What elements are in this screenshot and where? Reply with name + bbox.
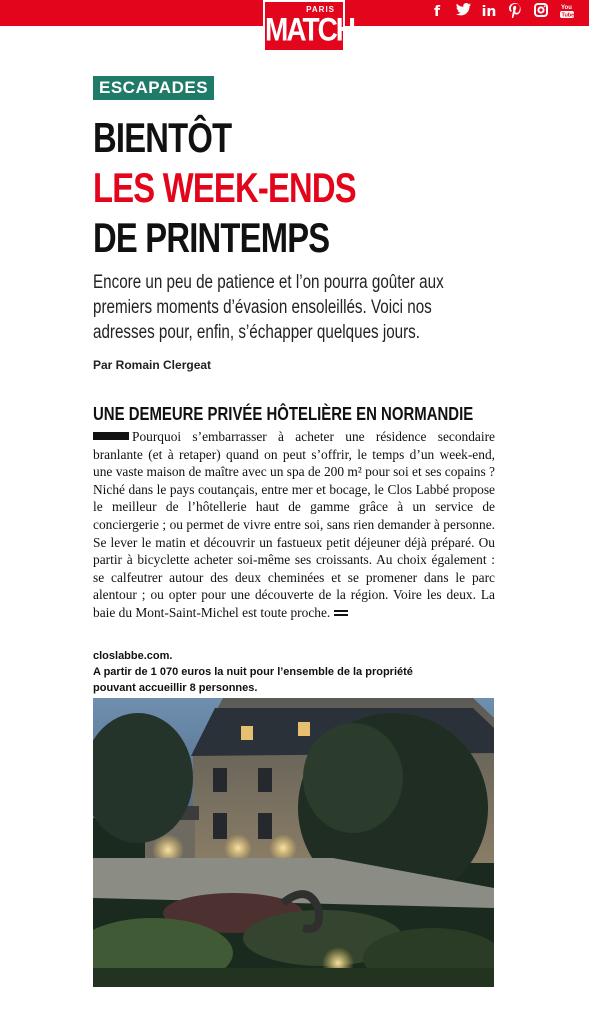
facebook-icon[interactable]: f	[433, 4, 441, 20]
body-text: Pourquoi s’embarrasser à acheter une résidence secondaire branlante (et à retaper) quand on peut s’offrir, le temps d’un week-end, une vaste maison de maître avec un spa de 200 m² pour soi et ses copains ? Niché dans le pays coutançais, entre mer et bocage, le Clos Labbé propose le meilleur de l’hôtellerie haut de gamme grâce à un service de conciergerie ; ou permet de vivre entre soi, sans rien demander à personne. Se lever le matin et découvrir un fastueux petit déjeuner déjà préparé. Ou partir à bicyclette acheter soi-même ses croissants. Au choix également : se calfeutrer autour des deux cheminées et se promener dans le parc alentour ; ou opter pour une découverte de la région. Voire les deux. La baie du Mont-Saint-Michel est toute proche.	[93, 429, 495, 620]
manor-house-night-photo	[93, 698, 494, 987]
paragraph-start-mark	[93, 432, 129, 440]
article-body	[93, 428, 495, 622]
info-website: closlabbe.com.	[93, 650, 173, 662]
logo-paris-text: PARIS	[306, 5, 335, 14]
lead-paragraph: Encore un peu de patience et l’on pourra goûter aux premiers moments d’évasion ensoleillés. Voici nos adresses pour, enfin, s’échapper quelques jours.	[93, 272, 444, 343]
article-subhead: UNE DEMEURE PRIVÉE HÔTELIÈRE EN NORMANDIE	[93, 404, 474, 424]
info-capacity: pouvant accueillir 8 personnes.	[93, 682, 258, 694]
section-tag: ESCAPADES	[93, 76, 214, 100]
headline-line-3: DE PRINTEMPS	[93, 214, 330, 261]
instagram-icon[interactable]	[533, 3, 549, 23]
headline-line-1: BIENTÔT	[93, 114, 232, 161]
info-price: A partir de 1 070 euros la nuit pour l’ensemble de la propriété	[93, 666, 413, 678]
practical-info	[93, 648, 413, 696]
svg-text:Tube: Tube	[561, 12, 574, 18]
headline-line-2: LES WEEK-ENDS	[93, 164, 356, 211]
article-photo	[93, 698, 494, 987]
youtube-icon[interactable]	[559, 3, 575, 23]
byline: Par Romain Clergeat	[93, 358, 212, 372]
paris-match-logo[interactable]	[263, 0, 355, 52]
social-links	[429, 3, 575, 23]
logo-match-text: MATCH	[265, 11, 355, 48]
twitter-icon[interactable]	[455, 3, 471, 23]
end-mark	[334, 610, 348, 616]
linkedin-icon[interactable]: in	[481, 4, 497, 20]
pinterest-icon[interactable]	[507, 3, 523, 23]
svg-text:You: You	[561, 5, 572, 11]
